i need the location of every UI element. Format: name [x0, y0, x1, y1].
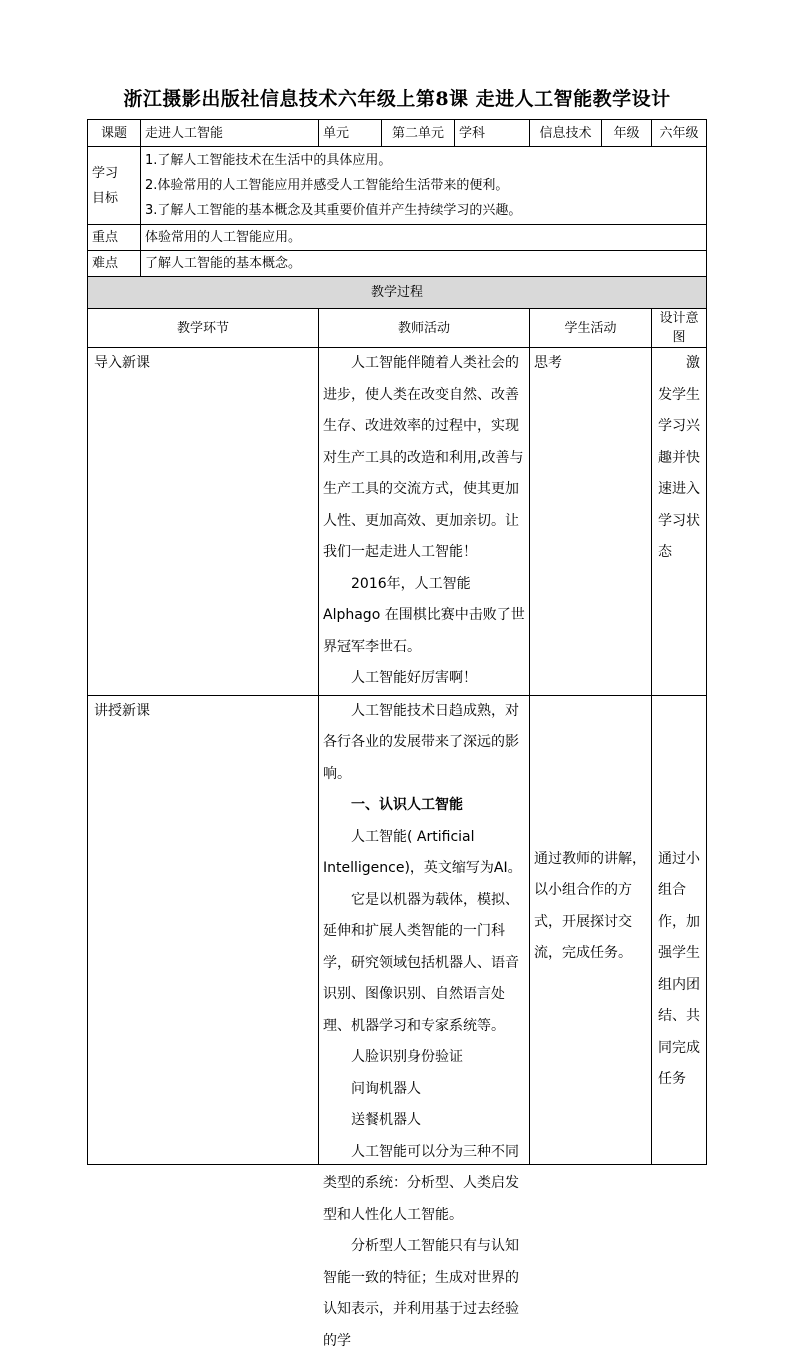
col-student: 学生活动 [530, 309, 652, 348]
discipline-label: 学科 [455, 120, 530, 147]
goal-item: 2.体验常用的人工智能应用并感受人工智能给生活带来的便利。 [145, 178, 509, 193]
goals-list [141, 147, 707, 225]
unit-label: 单元 [319, 120, 382, 147]
goals-row [88, 147, 707, 225]
teacher-paragraph: 人工智能好厉害啊！ [351, 670, 477, 686]
document-title: 浙江摄影出版社信息技术六年级上第8课 走进人工智能教学设计 [123, 88, 671, 110]
stage-name: 导入新课 [88, 348, 319, 696]
stage-name: 讲授新课 [88, 695, 319, 1164]
process-header-row [88, 277, 707, 309]
teacher-activity [319, 695, 530, 1349]
section-heading: 一、认识人工智能 [351, 797, 463, 813]
teacher-paragraph: 人工智能伴随着人类社会的进步，使人类在改变自然、改善生存、改进效率的过程中，实现对生产工具的改造和利用,改善与生产工具的交流方式，使其更加人性、更加高效、更加亲切。让我们一起走进人工智能！ [323, 355, 524, 560]
teacher-paragraph: 它是以机器为载体，模拟、延伸和扩展人类智能的一门科学，研究领域包括机器人、语音识别、图像识别、自然语言处理、机器学习和专家系统等。 [323, 891, 519, 1034]
design-intent: 激发学生学习兴趣并快速进入学习状态 [652, 348, 707, 696]
teacher-paragraph: 分析型人工智能只有与认知智能一致的特征；生成对世界的认知表示，并利用基于过去经验的学 [323, 1238, 519, 1349]
teacher-paragraph: 送餐机器人 [351, 1112, 421, 1128]
teacher-paragraph: 问询机器人 [351, 1080, 421, 1097]
subject-value: 走进人工智能 [141, 120, 319, 147]
goals-label: 学习 目标 [88, 147, 141, 225]
difficulty-label: 难点 [88, 251, 141, 277]
teacher-paragraph: 人脸识别身份验证 [351, 1049, 463, 1065]
difficulty-text: 了解人工智能的基本概念。 [141, 251, 707, 277]
student-activity: 通过教师的讲解，以小组合作的方式，开展探讨交流，完成任务。 [530, 695, 652, 1164]
stage-row-intro [88, 348, 707, 696]
key-label: 重点 [88, 225, 141, 251]
goal-item: 3.了解人工智能的基本概念及其重要价值并产生持续学习的兴趣。 [145, 203, 522, 218]
grade-label: 年级 [602, 120, 652, 147]
col-stage: 教学环节 [88, 309, 319, 348]
teacher-activity [319, 348, 530, 696]
difficulty-row [88, 251, 707, 277]
col-teacher: 教师活动 [319, 309, 530, 348]
info-row [88, 120, 707, 147]
col-intent: 设计意图 [652, 309, 707, 348]
key-row [88, 225, 707, 251]
stage-row-teaching [88, 695, 707, 1164]
grade-value: 六年级 [652, 120, 707, 147]
discipline-value: 信息技术 [530, 120, 602, 147]
teacher-paragraph: 2016年，人工智能 Alphago 在围棋比赛中击败了世界冠军李世石。 [323, 575, 525, 655]
teacher-paragraph: 人工智能( Artificial Intelligence)，英文缩写为AI。 [323, 828, 522, 876]
design-intent: 通过小组合作，加强学生组内团结、共同完成任务 [652, 695, 707, 1164]
goal-item: 1.了解人工智能技术在生活中的具体应用。 [145, 153, 392, 168]
teacher-paragraph: 人工智能技术日趋成熟，对各行各业的发展带来了深远的影响。 [323, 702, 519, 782]
teacher-paragraph: 人工智能可以分为三种不同类型的系统：分析型、人类启发型和人性化人工智能。 [323, 1143, 519, 1223]
process-header: 教学过程 [88, 277, 707, 309]
unit-value: 第二单元 [382, 120, 455, 147]
column-header-row [88, 309, 707, 348]
student-activity: 思考 [530, 348, 652, 696]
lesson-plan-table [87, 119, 707, 1349]
subject-label: 课题 [88, 120, 141, 147]
key-text: 体验常用的人工智能应用。 [141, 225, 707, 251]
